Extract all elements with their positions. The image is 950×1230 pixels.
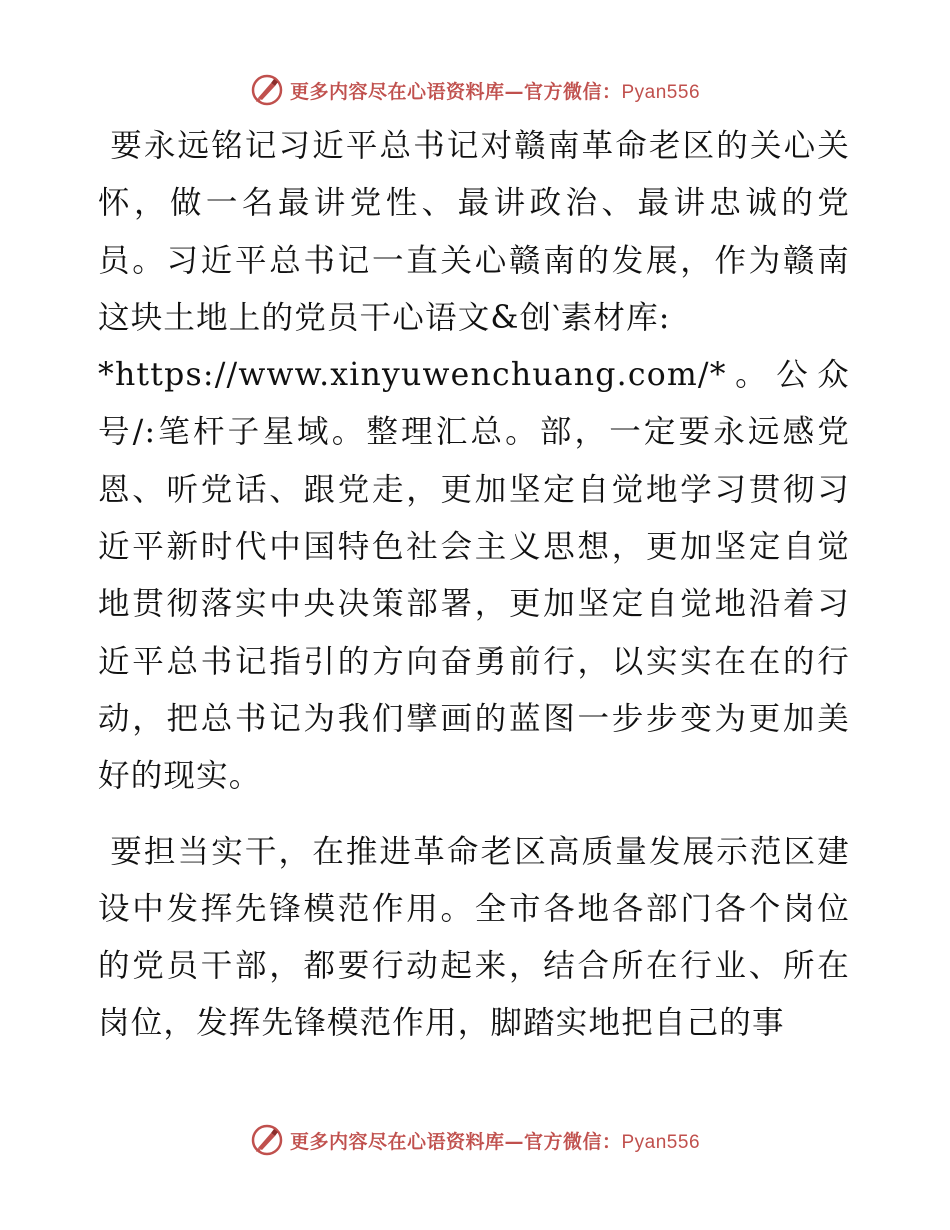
header-watermark-banner — [0, 70, 950, 110]
pen-logo-icon — [250, 1123, 284, 1157]
footer-watermark-text: 更多内容尽在心语资料库—官方微信：Pyan556 — [289, 1130, 701, 1153]
pen-logo-icon — [250, 73, 284, 107]
footer-wechat-id: Pyan556 — [621, 1131, 701, 1153]
paragraph-1: 要永远铭记习近平总书记对赣南革命老区的关心关怀，做一名最讲党性、最讲政治、最讲忠诚的党员。习近平总书记一直关心赣南的发展，作为赣南这块土地上的党员干心语文&创‵素材库: *https://www.xinyuwenchuang.com/*。公众号/:笔杆子星域。整理汇总。部，一定要永远感党恩、听党话、跟党走，更加坚定自觉地学习贯彻习近平新时代中国特色社会主义思想，更加坚定自觉地贯彻落实中央决策部署，更加坚定自觉地沿着习近平总书记指引的方向奋勇前行，以实实在在的行动，把总书记为我们擘画的蓝图一步步变为更加美好的现实。 — [98, 128, 850, 795]
paragraph-2: 要担当实干，在推进革命老区高质量发展示范区建设中发挥先锋模范作用。全市各地各部门各个岗位的党员干部，都要行动起来，结合所在行业、所在岗位，发挥先锋模范作用，脚踏实地把自己的事 — [98, 833, 850, 1042]
header-wechat-id: Pyan556 — [621, 81, 701, 103]
footer-watermark-banner — [0, 1120, 950, 1160]
header-watermark-text: 更多内容尽在心语资料库—官方微信：Pyan556 — [289, 80, 701, 103]
document-body — [98, 118, 850, 1053]
